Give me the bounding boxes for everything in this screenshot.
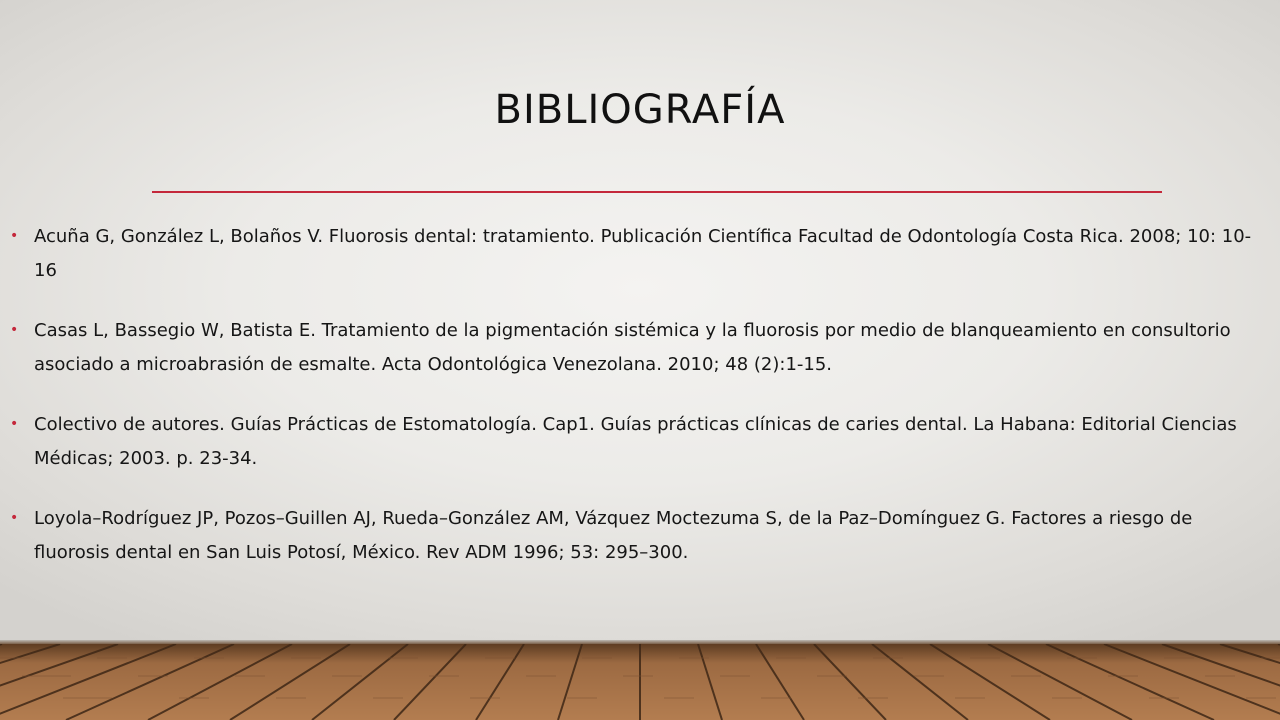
reference-text: Casas L, Bassegio W, Batista E. Tratamiento de la pigmentación sistémica y la fluorosis por medio de blanqueamiento en consultorio asociado a microabrasión de esmalte. Acta Odontológica Venezolana. 2010; 48 (2):1-15. xyxy=(34,320,1231,375)
wood-floor xyxy=(0,644,1280,720)
bullet-icon: • xyxy=(10,322,19,338)
reference-item xyxy=(10,220,1266,288)
reference-text: Loyola–Rodríguez JP, Pozos–Guillen AJ, Rueda–González AM, Vázquez Moctezuma S, de la Paz–Domínguez G. Factores a riesgo de fluorosis dental en San Luis Potosí, México. Rev ADM 1996; 53: 295–300. xyxy=(34,508,1193,563)
title-underline xyxy=(152,191,1162,193)
reference-list xyxy=(10,220,1266,596)
bullet-icon: • xyxy=(10,228,19,244)
reference-item xyxy=(10,502,1266,570)
reference-text: Colectivo de autores. Guías Prácticas de Estomatología. Cap1. Guías prácticas clínicas de caries dental. La Habana: Editorial Ciencias Médicas; 2003. p. 23-34. xyxy=(34,414,1237,469)
wood-planks-graphic xyxy=(0,644,1280,720)
slide-title: BIBLIOGRAFÍA xyxy=(494,87,786,133)
bullet-icon: • xyxy=(10,510,19,526)
bullet-icon: • xyxy=(10,416,19,432)
reference-item xyxy=(10,314,1266,382)
reference-item xyxy=(10,408,1266,476)
reference-text: Acuña G, González L, Bolaños V. Fluorosis dental: tratamiento. Publicación Científica Facultad de Odontología Costa Rica. 2008; 10: 10-16 xyxy=(34,226,1252,281)
